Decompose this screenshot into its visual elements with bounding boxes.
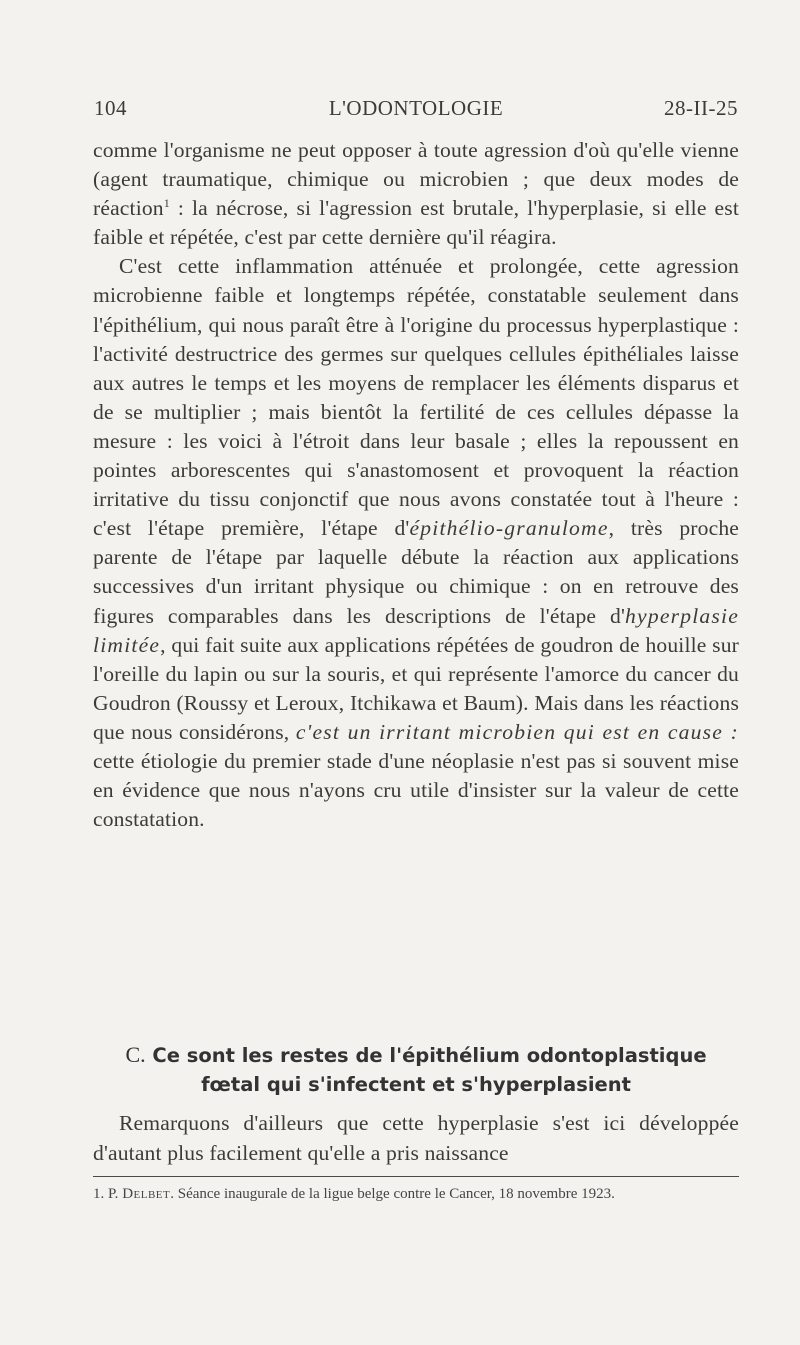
footnote-author: Delbet <box>122 1186 171 1202</box>
section-heading <box>93 1040 739 1099</box>
footnote-divider <box>93 1176 739 1177</box>
footnote-number: 1. P. <box>93 1186 119 1202</box>
section-title-line-2: fœtal qui s'infectent et s'hyperplasient <box>201 1073 631 1096</box>
paragraph-2-text-c: , qui fait suite aux applications répétées de goudron de houille sur l'oreille du lapin ou sur la souris, et qui représente l'amorce du cancer du Goudron (Roussy et Leroux, Itchikawa et Baum). Mais dans les réactions que nous considérons, <box>93 632 739 744</box>
footnote-text: . Séance inaugurale de la ligue belge contre le Cancer, 18 novembre 1923. <box>170 1186 615 1202</box>
section-text <box>93 1108 739 1168</box>
italic-term-epithelio-granulome: épithélio-granulome <box>409 516 609 541</box>
section-title-line-1: Ce sont les restes de l'épithélium odontoplastique <box>152 1044 707 1067</box>
paragraph-1 <box>93 136 739 252</box>
journal-title: L'ODONTOLOGIE <box>328 96 504 120</box>
paragraph-1-text-b: : la nécrose, si l'agression est brutale, l'hyperplasie, si elle est faible et répétée, c'est par cette dernière qu'il réagira. <box>93 196 739 250</box>
footnote <box>93 1183 739 1205</box>
paragraph-2 <box>93 252 739 834</box>
main-text <box>93 136 739 834</box>
paragraph-1-text-a: comme l'organisme ne peut opposer à toute agression d'où qu'elle vienne (agent traumatique, chimique ou microbien ; que deux modes de réaction <box>93 138 739 221</box>
issue-date: 28-II-25 <box>664 96 738 120</box>
section-heading-line-1 <box>93 1040 739 1070</box>
section-letter: C. <box>125 1042 146 1067</box>
paragraph-2-text-d: cette étiologie du premier stade d'une néoplasie n'est pas si souvent mise en évidence que nous n'ayons cru utile d'insister sur la valeur de cette constatation. <box>93 748 739 832</box>
running-header <box>94 96 738 126</box>
footnote-reference: 1 <box>163 196 170 211</box>
paragraph-2-text-a: C'est cette inflammation atténuée et prolongée, cette agression microbienne faible et longtemps répétée, constatable seulement dans l'épithélium, qui nous paraît être à l'origine du processus hyperplastique : l'activité destructrice des germes sur quelques cellules épithéliales laisse aux autres le temps et les moyens de remplacer les éléments disparus et de se multiplier ; mais bientôt la fertilité de ces cellules dépasse la mesure : les voici à l'étroit dans leur basale ; elles la repoussent en pointes arborescentes qui s'anastomosent et provoquent la réaction irritative du tissu conjonctif que nous avons constatée tout à l'heure : c'est l'étape première, l'étape d' <box>93 254 739 541</box>
paragraph-3: Remarquons d'ailleurs que cette hyperplasie s'est ici développée d'autant plus facilement qu'elle a pris naissance <box>93 1111 739 1165</box>
italic-term-hyperplasie-limitee: hyperplasie limitée <box>93 603 739 657</box>
paragraph-2-text-b: , très proche parente de l'étape par laquelle débute la réaction aux applications successives d'un irritant physique ou chimique : on en retrouve des figures comparables dans les descriptions de l'étape d' <box>93 516 739 628</box>
page-number: 104 <box>94 96 127 120</box>
italic-emphasis-irritant: c'est un irritant microbien qui est en cause : <box>295 719 739 744</box>
